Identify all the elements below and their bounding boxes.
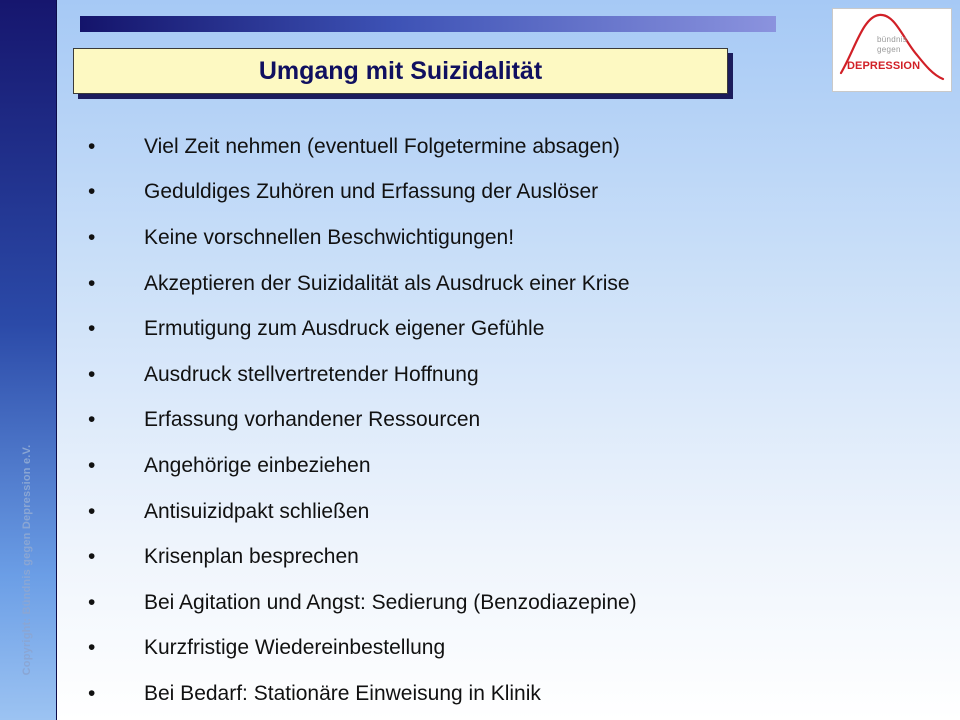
- bullet-dot: •: [88, 271, 96, 295]
- list-item-text: Erfassung vorhandener Ressourcen: [144, 408, 481, 432]
- left-side-band: [0, 0, 57, 720]
- list-item: [88, 170, 637, 216]
- bullet-dot: •: [88, 545, 96, 569]
- logo-line-buendnis: bündnis: [877, 35, 908, 44]
- list-item-text: Ermutigung zum Ausdruck eigener Gefühle: [144, 317, 545, 341]
- list-item: [88, 352, 637, 398]
- bullet-dot: •: [88, 681, 96, 705]
- list-item-text: Ausdruck stellvertretender Hoffnung: [144, 362, 479, 386]
- list-item-text: Viel Zeit nehmen (eventuell Folgetermine absagen): [144, 134, 620, 158]
- buendnis-logo: [832, 8, 952, 92]
- logo-line-gegen: gegen: [877, 45, 901, 54]
- list-item: [88, 443, 637, 489]
- bullet-dot: •: [88, 453, 96, 477]
- list-item: [88, 398, 637, 444]
- list-item: [88, 671, 637, 717]
- top-gradient-bar: [80, 16, 776, 32]
- list-item-text: Kurzfristige Wiedereinbestellung: [144, 636, 446, 660]
- bullet-dot: •: [88, 362, 96, 386]
- list-item: [88, 124, 637, 170]
- list-item: [88, 261, 637, 307]
- bullet-dot: •: [88, 636, 96, 660]
- list-item-text: Krisenplan besprechen: [144, 545, 359, 569]
- bullet-dot: •: [88, 180, 96, 204]
- list-item-text: Bei Agitation und Angst: Sedierung (Benzodiazepine): [144, 590, 637, 614]
- bullet-dot: •: [88, 590, 96, 614]
- bullet-dot: •: [88, 134, 96, 158]
- bullet-list: [88, 124, 637, 717]
- list-item: [88, 580, 637, 626]
- list-item-text: Angehörige einbeziehen: [144, 453, 371, 477]
- list-item: [88, 306, 637, 352]
- bullet-dot: •: [88, 499, 96, 523]
- list-item-text: Akzeptieren der Suizidalität als Ausdruck einer Krise: [144, 271, 630, 295]
- list-item-text: Antisuizidpakt schließen: [144, 499, 370, 523]
- list-item: [88, 215, 637, 261]
- title-box: [73, 48, 728, 94]
- list-item: [88, 626, 637, 672]
- list-item-text: Keine vorschnellen Beschwichtigungen!: [144, 225, 515, 249]
- logo-word-depression: DEPRESSION: [847, 60, 921, 72]
- bullet-dot: •: [88, 225, 96, 249]
- list-item-text: Bei Bedarf: Stationäre Einweisung in Klinik: [144, 681, 541, 705]
- copyright-text: Copyright: Bündnis gegen Depression e.V.: [21, 444, 33, 676]
- bullet-dot: •: [88, 317, 96, 341]
- list-item: [88, 534, 637, 580]
- list-item: [88, 489, 637, 535]
- page-title: Umgang mit Suizidalität: [258, 56, 543, 85]
- list-item-text: Geduldiges Zuhören und Erfassung der Auslöser: [144, 180, 599, 204]
- bullet-dot: •: [88, 408, 96, 432]
